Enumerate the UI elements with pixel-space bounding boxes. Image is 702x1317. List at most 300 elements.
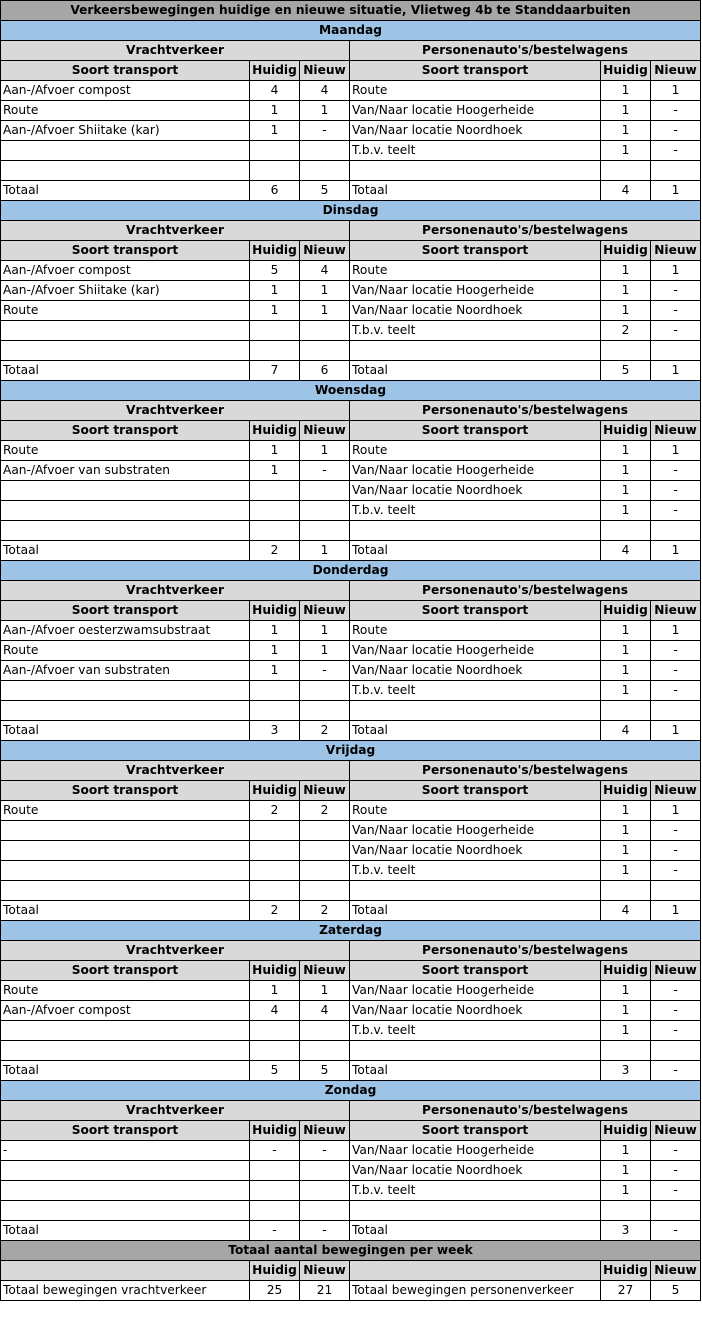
column-header-type-passenger: Soort transport — [350, 1121, 601, 1141]
total-passenger-type-cell: Totaal — [350, 1221, 601, 1241]
freight-type-cell: Aan-/Afvoer compost — [1, 261, 250, 281]
freight-new-cell — [300, 1161, 350, 1181]
total-passenger-type-cell: Totaal — [350, 901, 601, 921]
total-freight-new-cell: 2 — [300, 721, 350, 741]
freight-current-cell — [250, 481, 300, 501]
freight-new-cell: 1 — [300, 981, 350, 1001]
passenger-type-cell: Van/Naar locatie Noordhoek — [350, 1001, 601, 1021]
freight-current-cell — [250, 141, 300, 161]
total-row — [1, 361, 701, 381]
passenger-current-cell: 1 — [601, 1181, 651, 1201]
weekly-total-row — [1, 1281, 701, 1301]
freight-category-label: Vrachtverkeer — [1, 41, 350, 61]
table-row — [1, 681, 701, 701]
table-row — [1, 861, 701, 881]
day-name-vrijdag: Vrijdag — [1, 741, 701, 761]
table-row — [1, 1021, 701, 1041]
column-header-new-freight: Nieuw — [300, 781, 350, 801]
column-header-new-passenger: Nieuw — [651, 1121, 701, 1141]
freight-current-cell — [250, 1021, 300, 1041]
column-header-type-freight: Soort transport — [1, 1121, 250, 1141]
column-header-type-freight: Soort transport — [1, 61, 250, 81]
freight-type-cell — [1, 481, 250, 501]
freight-current-cell — [250, 1041, 300, 1061]
passenger-new-cell — [651, 341, 701, 361]
table-row — [1, 521, 701, 541]
weekly-header-new-passenger: Nieuw — [651, 1261, 701, 1281]
column-header-new-passenger: Nieuw — [651, 61, 701, 81]
passenger-category-label: Personenauto's/bestelwagens — [350, 1101, 701, 1121]
category-header-row — [1, 761, 701, 781]
passenger-type-cell: Van/Naar locatie Noordhoek — [350, 661, 601, 681]
freight-new-cell — [300, 681, 350, 701]
passenger-new-cell: 1 — [651, 261, 701, 281]
total-freight-current-cell: 7 — [250, 361, 300, 381]
column-header-current-passenger: Huidig — [601, 241, 651, 261]
freight-current-cell: 5 — [250, 261, 300, 281]
passenger-current-cell: 1 — [601, 101, 651, 121]
freight-new-cell: 2 — [300, 801, 350, 821]
freight-new-cell — [300, 1181, 350, 1201]
column-header-type-freight: Soort transport — [1, 961, 250, 981]
freight-type-cell: Route — [1, 801, 250, 821]
freight-type-cell — [1, 341, 250, 361]
table-row — [1, 461, 701, 481]
passenger-type-cell: Van/Naar locatie Noordhoek — [350, 841, 601, 861]
column-header-type-passenger: Soort transport — [350, 421, 601, 441]
total-passenger-new-cell: 1 — [651, 361, 701, 381]
column-header-type-passenger: Soort transport — [350, 961, 601, 981]
passenger-category-label: Personenauto's/bestelwagens — [350, 761, 701, 781]
day-name-donderdag: Donderdag — [1, 561, 701, 581]
freight-type-cell: Route — [1, 641, 250, 661]
freight-type-cell — [1, 1161, 250, 1181]
column-header-type-passenger: Soort transport — [350, 61, 601, 81]
passenger-type-cell: Van/Naar locatie Hoogerheide — [350, 1141, 601, 1161]
total-freight-new-cell: 2 — [300, 901, 350, 921]
passenger-current-cell: 1 — [601, 621, 651, 641]
freight-current-cell: 1 — [250, 301, 300, 321]
total-row — [1, 721, 701, 741]
freight-new-cell: - — [300, 461, 350, 481]
passenger-new-cell: - — [651, 141, 701, 161]
passenger-current-cell: 1 — [601, 141, 651, 161]
table-row — [1, 281, 701, 301]
passenger-type-cell: Van/Naar locatie Hoogerheide — [350, 281, 601, 301]
passenger-new-cell: - — [651, 461, 701, 481]
freight-new-cell — [300, 481, 350, 501]
total-freight-new-cell: 5 — [300, 1061, 350, 1081]
table-row — [1, 821, 701, 841]
passenger-new-cell: - — [651, 101, 701, 121]
freight-current-cell — [250, 681, 300, 701]
passenger-type-cell: Van/Naar locatie Hoogerheide — [350, 981, 601, 1001]
category-header-row — [1, 941, 701, 961]
total-row — [1, 541, 701, 561]
freight-current-cell — [250, 321, 300, 341]
column-header-current-freight: Huidig — [250, 961, 300, 981]
passenger-category-label: Personenauto's/bestelwagens — [350, 221, 701, 241]
freight-current-cell: 1 — [250, 461, 300, 481]
weekly-header-new-freight: Nieuw — [300, 1261, 350, 1281]
freight-current-cell: 1 — [250, 281, 300, 301]
column-header-current-freight: Huidig — [250, 241, 300, 261]
table-row — [1, 1161, 701, 1181]
day-header-maandag — [1, 21, 701, 41]
column-header-new-passenger: Nieuw — [651, 601, 701, 621]
day-header-dinsdag — [1, 201, 701, 221]
freight-current-cell — [250, 501, 300, 521]
freight-current-cell: 4 — [250, 81, 300, 101]
passenger-new-cell: - — [651, 821, 701, 841]
column-header-row — [1, 241, 701, 261]
passenger-current-cell: 1 — [601, 981, 651, 1001]
freight-current-cell — [250, 1161, 300, 1181]
freight-type-cell: Route — [1, 981, 250, 1001]
passenger-current-cell: 1 — [601, 1141, 651, 1161]
passenger-new-cell: 1 — [651, 441, 701, 461]
passenger-new-cell: - — [651, 301, 701, 321]
weekly-total-title: Totaal aantal bewegingen per week — [1, 1241, 701, 1261]
freight-new-cell: 1 — [300, 281, 350, 301]
passenger-type-cell: T.b.v. teelt — [350, 501, 601, 521]
passenger-current-cell — [601, 161, 651, 181]
freight-current-cell — [250, 161, 300, 181]
freight-type-cell: Aan-/Afvoer compost — [1, 1001, 250, 1021]
column-header-current-freight: Huidig — [250, 1121, 300, 1141]
weekly-column-header-row — [1, 1261, 701, 1281]
passenger-current-cell: 2 — [601, 321, 651, 341]
freight-type-cell: - — [1, 1141, 250, 1161]
freight-current-cell: 2 — [250, 801, 300, 821]
freight-type-cell — [1, 881, 250, 901]
column-header-current-freight: Huidig — [250, 421, 300, 441]
freight-new-cell: 4 — [300, 1001, 350, 1021]
freight-type-cell: Aan-/Afvoer oesterzwamsubstraat — [1, 621, 250, 641]
column-header-row — [1, 601, 701, 621]
total-row — [1, 181, 701, 201]
weekly-header-empty — [350, 1261, 601, 1281]
freight-type-cell: Aan-/Afvoer van substraten — [1, 461, 250, 481]
column-header-type-passenger: Soort transport — [350, 601, 601, 621]
passenger-new-cell: - — [651, 481, 701, 501]
freight-category-label: Vrachtverkeer — [1, 941, 350, 961]
total-row — [1, 1221, 701, 1241]
freight-new-cell — [300, 881, 350, 901]
table-row — [1, 981, 701, 1001]
table-row — [1, 121, 701, 141]
passenger-new-cell: - — [651, 1001, 701, 1021]
passenger-type-cell: Van/Naar locatie Hoogerheide — [350, 641, 601, 661]
weekly-header-current-freight: Huidig — [250, 1261, 300, 1281]
freight-category-label: Vrachtverkeer — [1, 221, 350, 241]
column-header-new-passenger: Nieuw — [651, 421, 701, 441]
freight-type-cell — [1, 141, 250, 161]
freight-current-cell: 1 — [250, 981, 300, 1001]
freight-type-cell: Route — [1, 101, 250, 121]
table-row — [1, 101, 701, 121]
weekly-passenger-current-cell: 27 — [601, 1281, 651, 1301]
freight-current-cell: 1 — [250, 641, 300, 661]
column-header-current-freight: Huidig — [250, 601, 300, 621]
column-header-new-freight: Nieuw — [300, 61, 350, 81]
passenger-type-cell: T.b.v. teelt — [350, 861, 601, 881]
column-header-current-passenger: Huidig — [601, 1121, 651, 1141]
table-row — [1, 161, 701, 181]
freight-new-cell: 1 — [300, 621, 350, 641]
total-passenger-current-cell: 5 — [601, 361, 651, 381]
passenger-current-cell: 1 — [601, 481, 651, 501]
passenger-current-cell: 1 — [601, 121, 651, 141]
passenger-new-cell: - — [651, 841, 701, 861]
freight-new-cell — [300, 321, 350, 341]
total-freight-current-cell: 6 — [250, 181, 300, 201]
freight-type-cell — [1, 701, 250, 721]
passenger-new-cell — [651, 521, 701, 541]
passenger-current-cell: 1 — [601, 1161, 651, 1181]
passenger-new-cell: - — [651, 981, 701, 1001]
freight-new-cell — [300, 1021, 350, 1041]
freight-new-cell: 1 — [300, 101, 350, 121]
passenger-current-cell: 1 — [601, 641, 651, 661]
total-passenger-new-cell: 1 — [651, 541, 701, 561]
freight-current-cell: 1 — [250, 101, 300, 121]
passenger-type-cell: Van/Naar locatie Noordhoek — [350, 1161, 601, 1181]
total-passenger-type-cell: Totaal — [350, 1061, 601, 1081]
total-freight-type-cell: Totaal — [1, 1061, 250, 1081]
column-header-new-freight: Nieuw — [300, 601, 350, 621]
passenger-type-cell: T.b.v. teelt — [350, 1021, 601, 1041]
passenger-new-cell: - — [651, 121, 701, 141]
freight-new-cell — [300, 1041, 350, 1061]
total-freight-new-cell: 5 — [300, 181, 350, 201]
passenger-current-cell: 1 — [601, 821, 651, 841]
passenger-current-cell: 1 — [601, 441, 651, 461]
passenger-type-cell: Van/Naar locatie Noordhoek — [350, 301, 601, 321]
freight-current-cell — [250, 1181, 300, 1201]
total-passenger-current-cell: 4 — [601, 181, 651, 201]
table-row — [1, 481, 701, 501]
passenger-new-cell: 1 — [651, 621, 701, 641]
freight-current-cell — [250, 341, 300, 361]
freight-type-cell — [1, 1041, 250, 1061]
passenger-new-cell: 1 — [651, 801, 701, 821]
freight-type-cell — [1, 1201, 250, 1221]
freight-type-cell — [1, 321, 250, 341]
weekly-header-empty — [1, 1261, 250, 1281]
passenger-new-cell — [651, 161, 701, 181]
passenger-new-cell: - — [651, 1141, 701, 1161]
freight-type-cell: Route — [1, 301, 250, 321]
column-header-type-passenger: Soort transport — [350, 781, 601, 801]
total-freight-current-cell: 5 — [250, 1061, 300, 1081]
weekly-freight-new-cell: 21 — [300, 1281, 350, 1301]
passenger-type-cell — [350, 521, 601, 541]
table-row — [1, 301, 701, 321]
column-header-new-passenger: Nieuw — [651, 781, 701, 801]
column-header-current-passenger: Huidig — [601, 421, 651, 441]
freight-current-cell — [250, 821, 300, 841]
category-header-row — [1, 401, 701, 421]
passenger-type-cell: T.b.v. teelt — [350, 1181, 601, 1201]
passenger-type-cell — [350, 881, 601, 901]
day-name-zaterdag: Zaterdag — [1, 921, 701, 941]
freight-new-cell — [300, 501, 350, 521]
freight-current-cell: 4 — [250, 1001, 300, 1021]
table-row — [1, 701, 701, 721]
column-header-new-freight: Nieuw — [300, 1121, 350, 1141]
passenger-current-cell — [601, 881, 651, 901]
total-freight-current-cell: 2 — [250, 901, 300, 921]
sheet-title: Verkeersbewegingen huidige en nieuwe situatie, Vlietweg 4b te Standdaarbuiten — [1, 1, 701, 21]
passenger-category-label: Personenauto's/bestelwagens — [350, 41, 701, 61]
freight-new-cell — [300, 521, 350, 541]
column-header-current-passenger: Huidig — [601, 601, 651, 621]
table-row — [1, 341, 701, 361]
total-passenger-current-cell: 3 — [601, 1221, 651, 1241]
freight-type-cell — [1, 501, 250, 521]
freight-new-cell — [300, 701, 350, 721]
day-name-maandag: Maandag — [1, 21, 701, 41]
sheet-title-row — [1, 1, 701, 21]
freight-category-label: Vrachtverkeer — [1, 581, 350, 601]
table-row — [1, 141, 701, 161]
category-header-row — [1, 1101, 701, 1121]
freight-type-cell — [1, 521, 250, 541]
freight-new-cell: 4 — [300, 81, 350, 101]
column-header-row — [1, 1121, 701, 1141]
passenger-type-cell: Van/Naar locatie Noordhoek — [350, 121, 601, 141]
freight-type-cell — [1, 841, 250, 861]
passenger-current-cell: 1 — [601, 281, 651, 301]
total-freight-current-cell: - — [250, 1221, 300, 1241]
passenger-new-cell: - — [651, 501, 701, 521]
day-header-vrijdag — [1, 741, 701, 761]
freight-current-cell — [250, 1201, 300, 1221]
total-freight-type-cell: Totaal — [1, 721, 250, 741]
column-header-new-passenger: Nieuw — [651, 961, 701, 981]
passenger-new-cell: - — [651, 1181, 701, 1201]
passenger-new-cell: - — [651, 321, 701, 341]
freight-new-cell — [300, 141, 350, 161]
table-row — [1, 1001, 701, 1021]
total-passenger-type-cell: Totaal — [350, 361, 601, 381]
total-freight-new-cell: 6 — [300, 361, 350, 381]
passenger-current-cell: 1 — [601, 1001, 651, 1021]
table-row — [1, 661, 701, 681]
day-name-woensdag: Woensdag — [1, 381, 701, 401]
passenger-new-cell: - — [651, 1161, 701, 1181]
passenger-current-cell: 1 — [601, 1021, 651, 1041]
passenger-new-cell: - — [651, 1021, 701, 1041]
column-header-new-passenger: Nieuw — [651, 241, 701, 261]
total-row — [1, 1061, 701, 1081]
passenger-current-cell: 1 — [601, 841, 651, 861]
freight-new-cell — [300, 861, 350, 881]
category-header-row — [1, 41, 701, 61]
total-passenger-new-cell: - — [651, 1221, 701, 1241]
freight-category-label: Vrachtverkeer — [1, 401, 350, 421]
freight-type-cell: Aan-/Afvoer Shiitake (kar) — [1, 281, 250, 301]
freight-new-cell: 1 — [300, 441, 350, 461]
passenger-type-cell: Van/Naar locatie Noordhoek — [350, 481, 601, 501]
freight-new-cell — [300, 341, 350, 361]
table-row — [1, 261, 701, 281]
column-header-current-passenger: Huidig — [601, 961, 651, 981]
passenger-type-cell: T.b.v. teelt — [350, 681, 601, 701]
table-row — [1, 81, 701, 101]
passenger-type-cell — [350, 161, 601, 181]
passenger-type-cell — [350, 701, 601, 721]
freight-category-label: Vrachtverkeer — [1, 1101, 350, 1121]
total-row — [1, 901, 701, 921]
freight-current-cell: 1 — [250, 441, 300, 461]
passenger-new-cell: - — [651, 641, 701, 661]
passenger-type-cell: T.b.v. teelt — [350, 141, 601, 161]
total-freight-current-cell: 3 — [250, 721, 300, 741]
passenger-current-cell — [601, 701, 651, 721]
passenger-type-cell — [350, 341, 601, 361]
passenger-current-cell: 1 — [601, 661, 651, 681]
freight-new-cell — [300, 1201, 350, 1221]
freight-type-cell — [1, 821, 250, 841]
passenger-current-cell — [601, 341, 651, 361]
passenger-current-cell: 1 — [601, 681, 651, 701]
day-name-zondag: Zondag — [1, 1081, 701, 1101]
total-freight-type-cell: Totaal — [1, 361, 250, 381]
column-header-new-freight: Nieuw — [300, 961, 350, 981]
freight-type-cell — [1, 681, 250, 701]
freight-type-cell: Aan-/Afvoer compost — [1, 81, 250, 101]
passenger-current-cell: 1 — [601, 801, 651, 821]
freight-type-cell — [1, 1021, 250, 1041]
day-header-zaterdag — [1, 921, 701, 941]
passenger-current-cell: 1 — [601, 501, 651, 521]
table-row — [1, 441, 701, 461]
column-header-current-passenger: Huidig — [601, 781, 651, 801]
passenger-type-cell: T.b.v. teelt — [350, 321, 601, 341]
freight-current-cell — [250, 881, 300, 901]
freight-type-cell: Route — [1, 441, 250, 461]
freight-type-cell — [1, 861, 250, 881]
table-row — [1, 841, 701, 861]
column-header-type-freight: Soort transport — [1, 781, 250, 801]
freight-category-label: Vrachtverkeer — [1, 761, 350, 781]
total-passenger-new-cell: 1 — [651, 901, 701, 921]
passenger-category-label: Personenauto's/bestelwagens — [350, 941, 701, 961]
column-header-row — [1, 961, 701, 981]
table-row — [1, 881, 701, 901]
freight-type-cell — [1, 1181, 250, 1201]
total-passenger-current-cell: 4 — [601, 721, 651, 741]
column-header-type-freight: Soort transport — [1, 601, 250, 621]
total-freight-current-cell: 2 — [250, 541, 300, 561]
day-header-woensdag — [1, 381, 701, 401]
passenger-current-cell: 1 — [601, 861, 651, 881]
total-freight-new-cell: 1 — [300, 541, 350, 561]
category-header-row — [1, 581, 701, 601]
passenger-category-label: Personenauto's/bestelwagens — [350, 401, 701, 421]
passenger-new-cell — [651, 881, 701, 901]
column-header-current-freight: Huidig — [250, 61, 300, 81]
passenger-type-cell: Van/Naar locatie Hoogerheide — [350, 101, 601, 121]
total-passenger-current-cell: 4 — [601, 901, 651, 921]
passenger-type-cell: Route — [350, 621, 601, 641]
passenger-type-cell: Route — [350, 441, 601, 461]
day-header-donderdag — [1, 561, 701, 581]
passenger-type-cell: Route — [350, 261, 601, 281]
passenger-current-cell — [601, 1041, 651, 1061]
